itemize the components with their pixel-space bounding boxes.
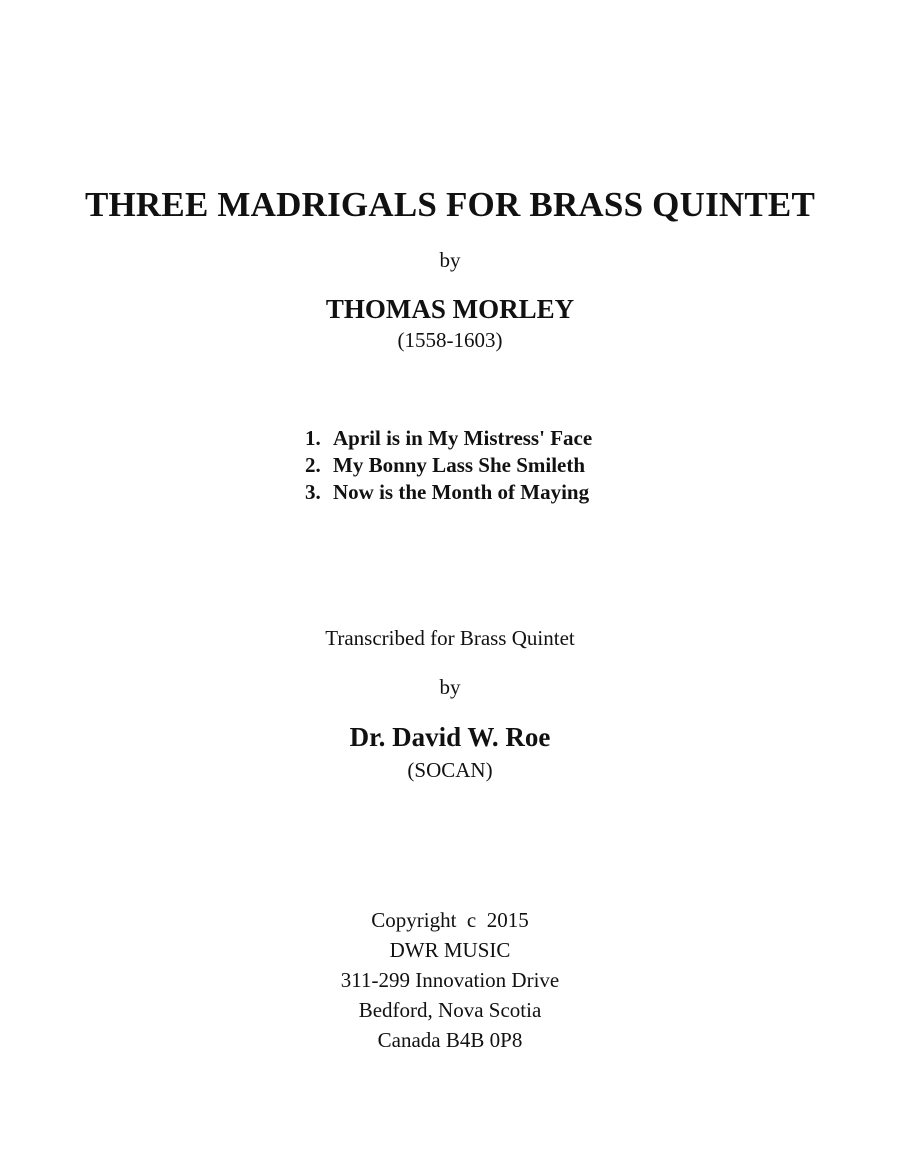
publisher-street: 311-299 Innovation Drive: [340, 968, 560, 992]
piece-title: Now is the Month of Maying: [333, 480, 590, 504]
piece-item: [305, 479, 592, 506]
publisher-city: Bedford, Nova Scotia: [358, 998, 542, 1022]
document-title: THREE MADRIGALS FOR BRASS QUINTET: [84, 185, 816, 224]
piece-item: [305, 452, 592, 479]
by-label: by: [439, 675, 461, 699]
composer-name: THOMAS MORLEY: [325, 294, 575, 324]
arranger-society: (SOCAN): [407, 758, 493, 782]
copyright-block: [0, 905, 900, 1055]
piece-list: [305, 425, 592, 506]
piece-number: 3.: [305, 480, 321, 504]
composer-dates: (1558-1603): [397, 328, 503, 352]
arranger-name: Dr. David W. Roe: [349, 722, 551, 752]
publisher-name: DWR MUSIC: [389, 938, 511, 962]
piece-item: [305, 425, 592, 452]
piece-number: 2.: [305, 453, 321, 477]
by-label: by: [439, 248, 461, 272]
transcription-label: Transcribed for Brass Quintet: [325, 626, 575, 650]
piece-title: My Bonny Lass She Smileth: [333, 453, 586, 477]
piece-title: April is in My Mistress' Face: [333, 426, 593, 450]
copyright-notice: Copyright c 2015: [371, 908, 529, 932]
piece-number: 1.: [305, 426, 321, 450]
publisher-country-postal: Canada B4B 0P8: [377, 1028, 523, 1052]
